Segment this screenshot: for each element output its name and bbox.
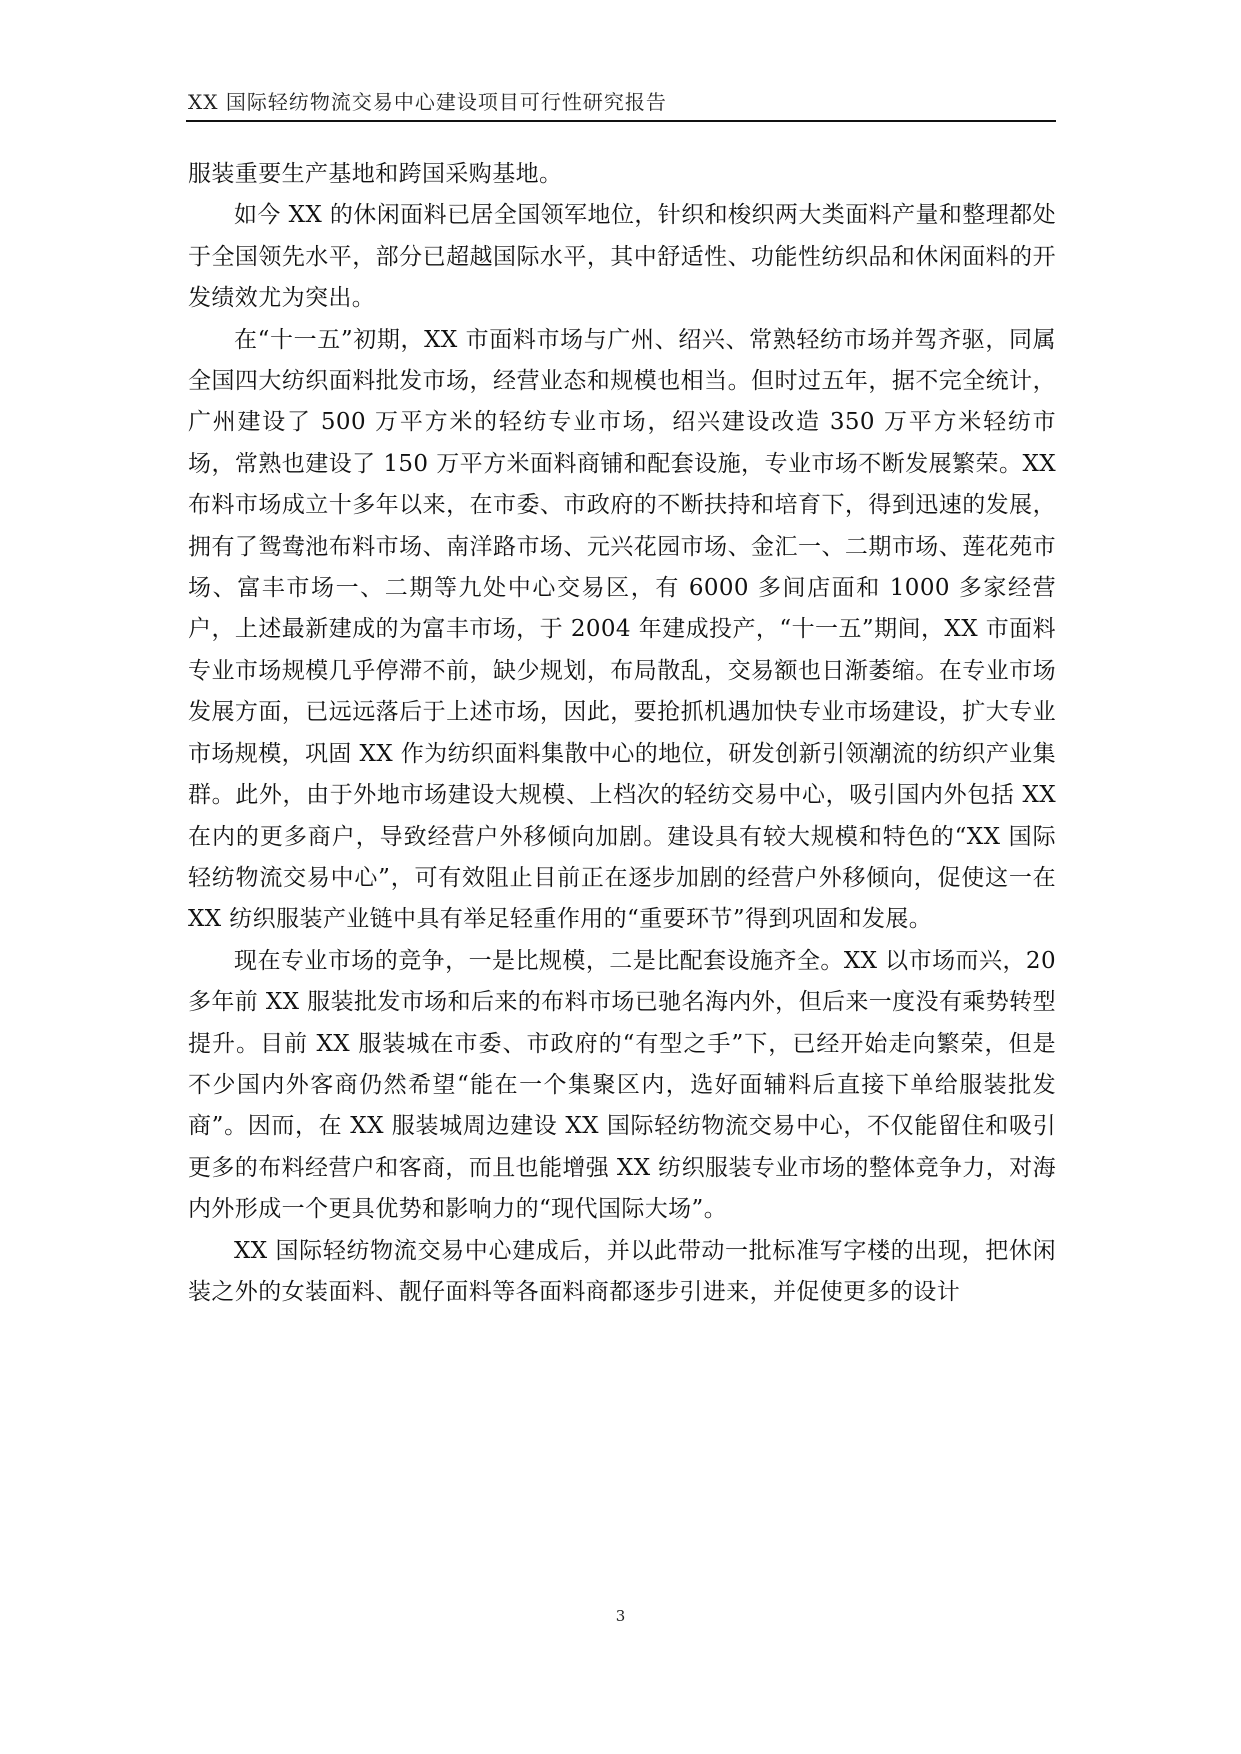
page-header (186, 84, 1056, 122)
body-text (188, 154, 1056, 1313)
paragraph-market-comparison: 在“十一五”初期，XX 市面料市场与广州、绍兴、常熟轻纺市场并驾齐驱，同属全国四大纺织面料批发市场，经营业态和规模也相当。但时过五年，据不完全统计，广州建设了 500 万平方米的轻纺专业市场，绍兴建设改造 350 万平方米轻纺市场，常熟也建设了 150 万平方米面料商铺和配套设施，专业市场不断发展繁荣。XX 布料市场成立十多年以来，在市委、市政府的不断扶持和培育下，得到迅速的发展，拥有了鸳鸯池布料市场、南洋路市场、元兴花园市场、金汇一、二期市场、莲花苑市场、富丰市场一、二期等九处中心交易区，有 6000 多间店面和 1000 多家经营户，上述最新建成的为富丰市场，于 2004 年建成投产，“十一五”期间，XX 市面料专业市场规模几乎停滞不前，缺少规划，布局散乱，交易额也日渐萎缩。在专业市场发展方面，已远远落后于上述市场，因此，要抢抓机遇加快专业市场建设，扩大专业市场规模，巩固 XX 作为纺织面料集散中心的地位，研发创新引领潮流的纺织产业集群。此外，由于外地市场建设大规模、上档次的轻纺交易中心，吸引国内外包括 XX 在内的更多商户，导致经营户外移倾向加剧。建设具有较大规模和特色的“XX 国际轻纺物流交易中心”，可有效阻止目前正在逐步加剧的经营户外移倾向，促使这一在 XX 纺织服装产业链中具有举足轻重作用的“重要环节”得到巩固和发展。 (188, 326, 1056, 933)
page-number: 3 (615, 1607, 626, 1625)
paragraph-fabric-leadership: 如今 XX 的休闲面料已居全国领军地位，针织和梭织两大类面料产量和整理都处于全国领先水平，部分已超越国际水平，其中舒适性、功能性纺织品和休闲面料的开发绩效尤为突出。 (188, 202, 1056, 312)
header-title: XX 国际轻纺物流交易中心建设项目可行性研究报告 (188, 90, 667, 114)
paragraph-after-completion: XX 国际轻纺物流交易中心建成后，并以此带动一批标准写字楼的出现，把休闲装之外的女装面料、靓仔面料等各面料商都逐步引进来，并促使更多的设计 (188, 1237, 1056, 1305)
paragraph-competition: 现在专业市场的竞争，一是比规模，二是比配套设施齐全。XX 以市场而兴，20 多年前 XX 服装批发市场和后来的布料市场已驰名海内外，但后来一度没有乘势转型提升。目前 XX 服装城在市委、市政府的“有型之手”下，已经开始走向繁荣，但是不少国内外客商仍然希望“能在一个集聚区内，选好面辅料后直接下单给服装批发商”。因而，在 XX 服装城周边建设 XX 国际轻纺物流交易中心，不仅能留住和吸引更多的布料经营户和客商，而且也能增强 XX 纺织服装专业市场的整体竞争力，对海内外形成一个更具优势和影响力的“现代国际大场”。 (188, 947, 1056, 1223)
paragraph-continuation: 服装重要生产基地和跨国采购基地。 (188, 161, 563, 187)
